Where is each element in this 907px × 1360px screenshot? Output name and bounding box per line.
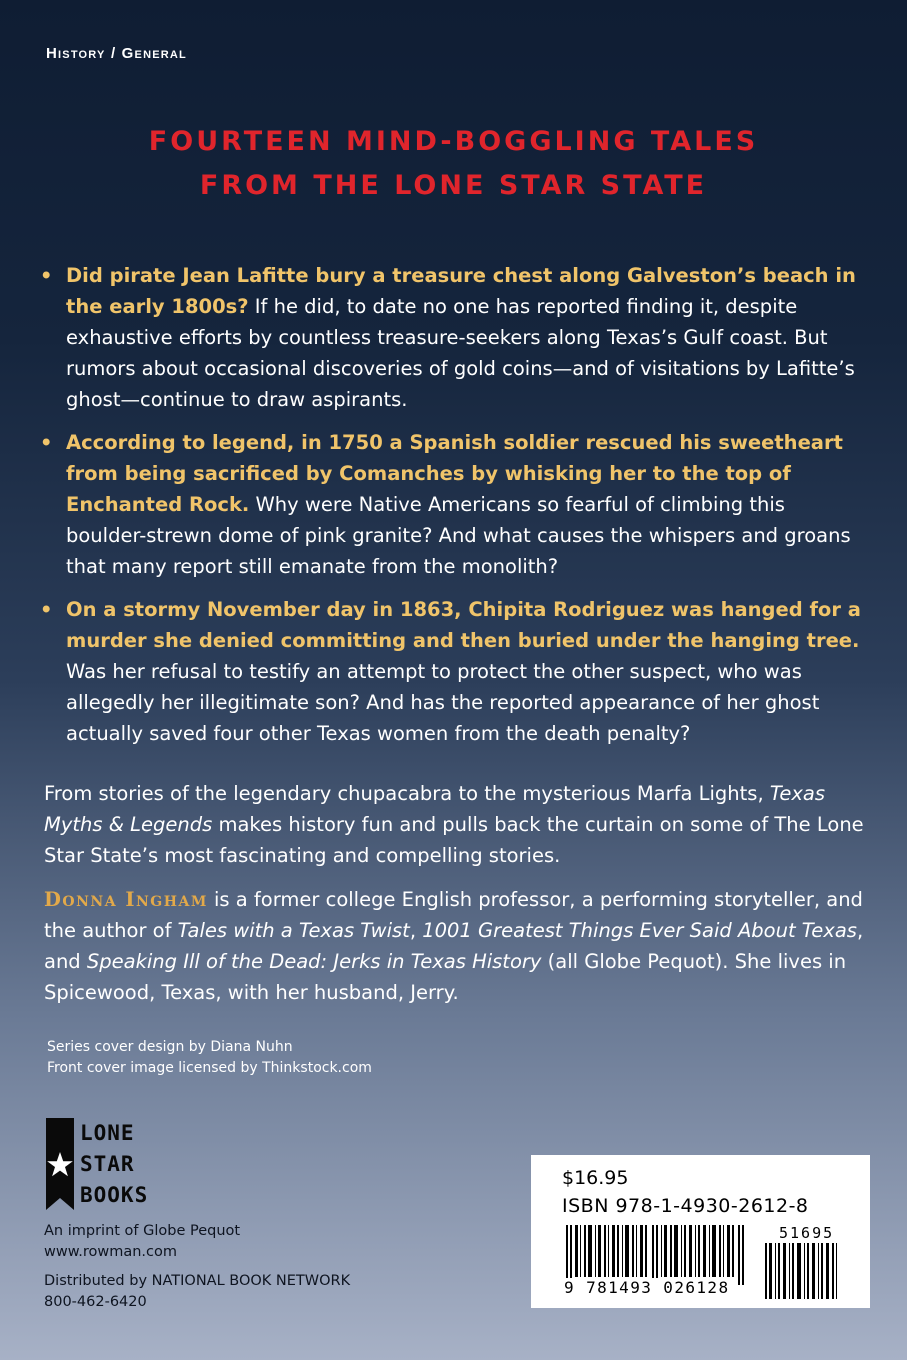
bullet-item <box>40 427 870 582</box>
imprint-line: An imprint of Globe Pequot <box>44 1223 241 1239</box>
publisher-info <box>44 1221 350 1313</box>
ean-barcode <box>564 1225 754 1285</box>
distributor-line: Distributed by NATIONAL BOOK NETWORK <box>44 1273 351 1289</box>
lone-star-banner-icon <box>44 1118 76 1210</box>
category-label: History / General <box>46 45 187 62</box>
bullet-text: Was her refusal to testify an attempt to protect the other suspect, who was allegedly her illegitimate son? And has the reported appearance of her ghost actually saved four other Texas women from the death penalty? <box>66 660 820 745</box>
book-title: Texas Myths & Legends <box>44 782 826 836</box>
bullet-list <box>40 260 870 761</box>
bullet-highlight: Did pirate Jean Lafitte bury a treasure chest along Galveston’s beach in the early 1800s? <box>66 264 856 318</box>
price-addon-number: 51695 <box>779 1224 835 1242</box>
bullet-text: Why were Native Americans so fearful of climbing this boulder-strewn dome of pink granite? And what causes the whispers and groans that many report still emanate from the monolith? <box>66 493 851 578</box>
author-bio: Donna Ingham is a former college English professor, a performing storyteller, and the author of Tales with a Texas Twist, 1001 Greatest Things Ever Said About Texas, and Speaking Ill of the Dead: Jerks in Texas History (all Globe Pequot). She lives in Spicewood, Texas, with her husband, Jerry. <box>44 888 864 1004</box>
publisher-url: www.rowman.com <box>44 1244 178 1260</box>
credit-line: Series cover design by Diana Nuhn <box>47 1039 293 1055</box>
summary-paragraph: From stories of the legendary chupacabra to the mysterious Marfa Lights, Texas Myths & Legends makes history fun and pulls back the curtain on some of The Lone Star State’s most fascinating and compelling stories. <box>44 782 864 867</box>
design-credits <box>47 1037 372 1079</box>
bullet-item <box>40 260 870 415</box>
bullet-text: If he did, to date no one has reported finding it, despite exhaustive efforts by countless treasure-seekers along Texas’s Gulf coast. But rumors about occasional discoveries of gold coins—and of visitations by Lafitte’s ghost—continue to draw aspirants. <box>66 295 855 411</box>
bullet-item <box>40 594 870 749</box>
headline-line-2: FROM THE LONE STAR STATE <box>199 170 708 201</box>
isbn: ISBN 978-1-4930-2612-8 <box>562 1195 809 1217</box>
headline <box>0 120 907 208</box>
bullet-icon: • <box>40 598 53 621</box>
bullet-highlight: According to legend, in 1750 a Spanish soldier rescued his sweetheart from being sacrificed by Comanches by whisking her to the top of Enchanted Rock. <box>66 431 843 516</box>
publisher-logo <box>44 1118 184 1210</box>
phone-number: 800-462-6420 <box>44 1294 147 1310</box>
barcode-panel <box>531 1155 870 1308</box>
bullet-icon: • <box>40 264 53 287</box>
author-name: Donna Ingham <box>44 888 208 911</box>
logo-text: LONE STAR BOOKS <box>80 1121 149 1207</box>
bullet-highlight: On a stormy November day in 1863, Chipita Rodriguez was hanged for a murder she denied committing and then buried under the hanging tree. <box>66 598 861 652</box>
credit-line: Front cover image licensed by Thinkstock.com <box>47 1060 372 1076</box>
ean-number: 9 781493 026128 <box>564 1278 730 1297</box>
price: $16.95 <box>562 1167 629 1189</box>
addon-barcode <box>763 1243 843 1299</box>
headline-line-1: FOURTEEN MIND-BOGGLING TALES <box>148 126 759 157</box>
bullet-icon: • <box>40 431 53 454</box>
